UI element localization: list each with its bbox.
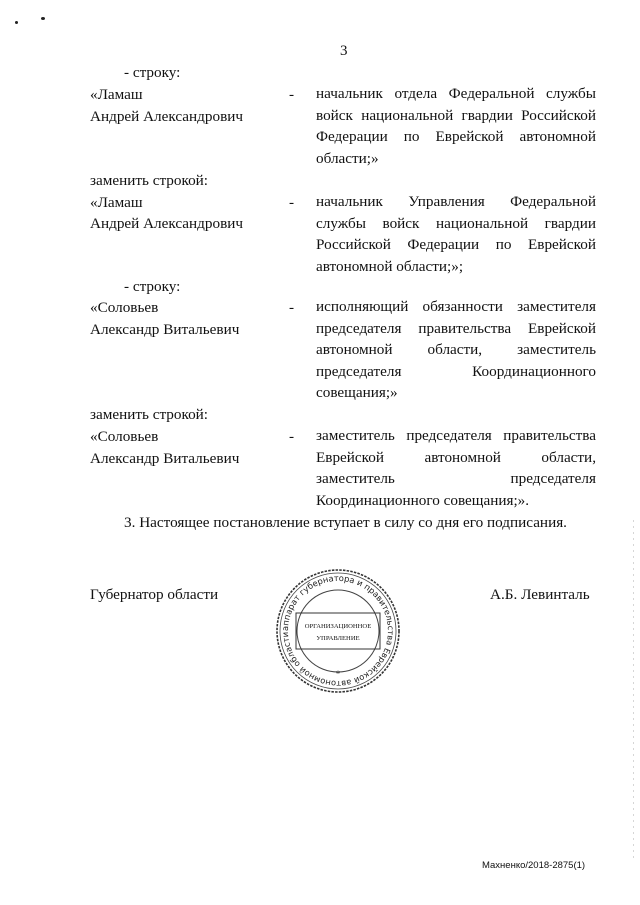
position-line: службы войск национальной гвардии — [316, 214, 596, 232]
position-line: Федерации по Еврейской автономной — [316, 128, 596, 145]
entry-dash: - — [289, 86, 295, 103]
position-line: Российской Федерации по Еврейской — [316, 236, 596, 253]
position-description — [316, 83, 596, 169]
position-line: Координационного совещания;». — [316, 491, 530, 509]
position-line: заместитель председателя — [316, 470, 596, 487]
page-number: 3 — [340, 43, 348, 59]
stamp-center-line1: ОРГАНИЗАЦИОННОЕ — [304, 623, 372, 630]
position-description — [316, 191, 596, 277]
position-line: председателя правительства Еврейской — [316, 319, 596, 337]
block-intro: - строку: — [124, 64, 181, 81]
official-stamp — [274, 567, 402, 695]
document-code: Махненко/2018-2875(1) — [482, 860, 586, 871]
signatory-title: Губернатор области — [90, 586, 219, 603]
position-line: Еврейской автономной области, — [316, 448, 596, 466]
scan-speck — [41, 17, 45, 20]
person-surname: «Ламаш — [90, 194, 143, 211]
block-intro: заменить строкой: — [90, 172, 209, 189]
position-line: заместитель председателя правительства — [316, 427, 596, 444]
entry-dash: - — [289, 194, 295, 211]
position-line: автономной области;»; — [316, 257, 464, 275]
person-surname: «Соловьев — [90, 428, 159, 445]
scan-edge-artifact — [633, 520, 634, 860]
position-line: исполняющий обязанности заместителя — [316, 298, 596, 315]
person-given-names: Александр Витальевич — [90, 450, 240, 467]
entry-dash: - — [289, 299, 295, 316]
position-line: автономной области, заместитель — [316, 341, 596, 358]
scan-speck — [15, 21, 18, 24]
person-given-names: Андрей Александрович — [90, 108, 244, 125]
position-line: области;» — [316, 149, 379, 167]
position-description — [316, 296, 596, 404]
stamp-ring-textpath: аппарат губернатора и правительства Еврейской автономной области — [279, 572, 397, 690]
position-line: начальник Управления Федеральной — [316, 193, 596, 210]
position-description — [316, 425, 596, 511]
person-given-names: Андрей Александрович — [90, 215, 244, 232]
stamp-center-line2: УПРАВЛЕНИЕ — [316, 635, 360, 642]
position-line: совещания;» — [316, 384, 398, 401]
person-given-names: Александр Витальевич — [90, 321, 240, 338]
person-surname: «Соловьев — [90, 299, 159, 316]
position-line: войск национальной гвардии Российской — [316, 106, 596, 124]
signatory-name: А.Б. Левинталь — [490, 586, 590, 603]
entry-dash: - — [289, 428, 295, 445]
star-icon: * — [335, 669, 341, 679]
position-line: начальник отдела Федеральной службы — [316, 85, 596, 102]
block-intro: - строку: — [124, 278, 181, 295]
block-intro: заменить строкой: — [90, 406, 209, 423]
position-line: председателя Координационного — [316, 362, 596, 380]
person-surname: «Ламаш — [90, 86, 143, 103]
paragraph-3: 3. Настоящее постановление вступает в силу со дня его подписания. — [124, 514, 567, 531]
